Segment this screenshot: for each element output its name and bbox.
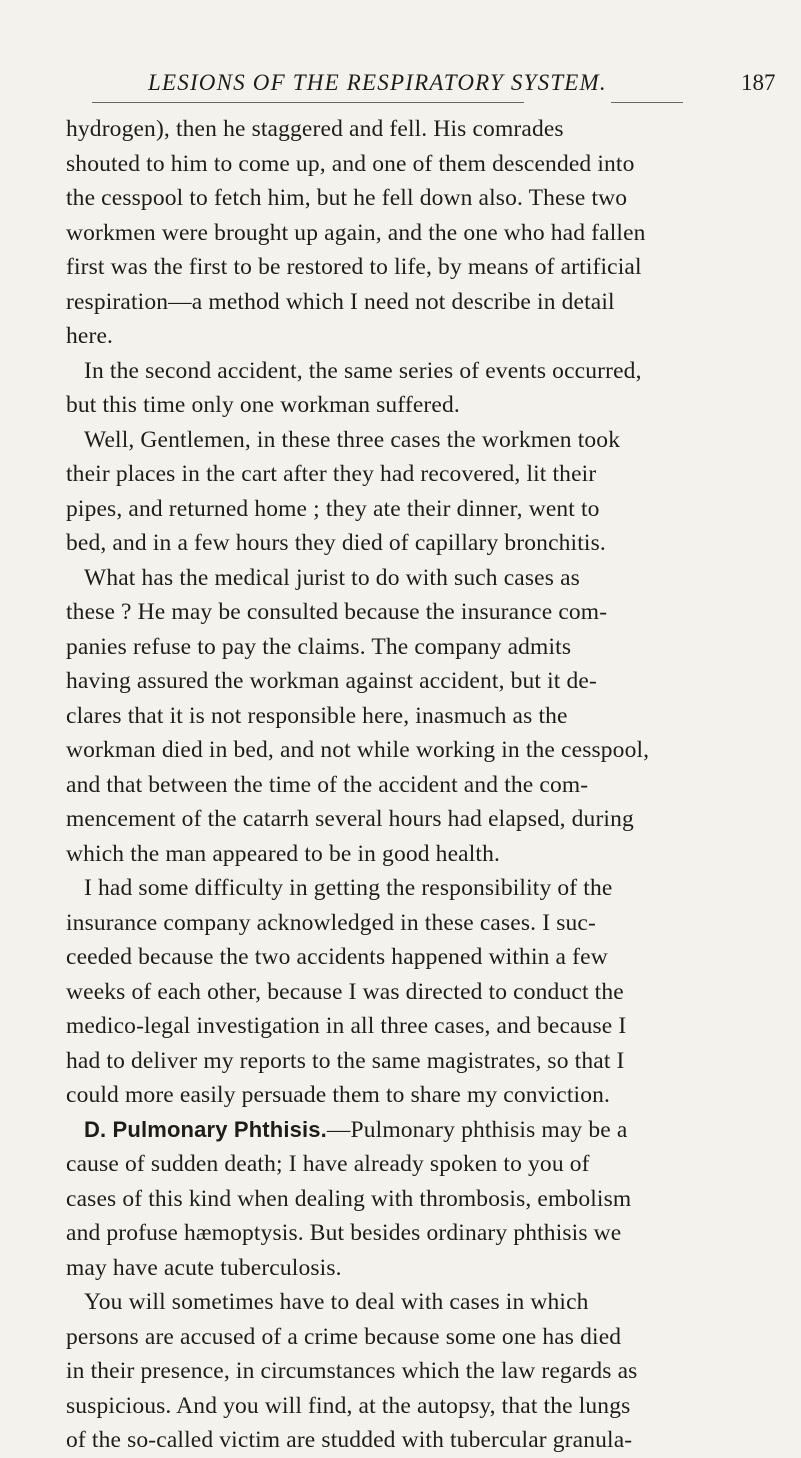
text-line: respiration—a method which I need not describe in detail: [66, 288, 615, 315]
text-line: medico-legal investigation in all three cases, and because I: [66, 1013, 627, 1039]
section-line: [66, 1113, 746, 1148]
text-line: and that between the time of the accident and the com-: [66, 771, 589, 798]
text-line: What has the medical jurist to do with such cases as: [84, 564, 580, 591]
text-line: I had some difficulty in getting the responsibility of the: [84, 875, 613, 901]
text-line: suspicious. And you will find, at the autopsy, that the lungs: [66, 1392, 631, 1419]
text-line: these ? He may be consulted because the insurance com-: [66, 599, 608, 625]
text-line: cause of sudden death; I have already spoken to you of: [66, 1151, 590, 1177]
text-line: here.: [66, 323, 114, 349]
running-head: [0, 70, 801, 104]
text-line: their places in the cart after they had recovered, lit their: [66, 461, 597, 487]
text-line: cases of this kind when dealing with thrombosis, embolism: [66, 1185, 632, 1212]
text-line: could more easily persuade them to share my conviction.: [66, 1082, 611, 1108]
text-line: Well, Gentlemen, in these three cases the workmen took: [84, 426, 621, 453]
page-number: 187: [741, 70, 776, 95]
section-heading: D. Pulmonary Phthisis.: [84, 1116, 327, 1142]
text-line: insurance company acknowledged in these cases. I suc-: [66, 909, 596, 936]
text-line: in their presence, in circumstances which the law regards as: [66, 1358, 638, 1384]
text-line: ceeded because the two accidents happened within a few: [66, 944, 608, 970]
text-line: but this time only one workman suffered.: [66, 392, 460, 418]
text-line: shouted to him to come up, and one of them descended into: [66, 150, 635, 177]
text-line: pipes, and returned home ; they ate their dinner, went to: [66, 495, 600, 522]
text-line: In the second accident, the same series of events occurred,: [84, 357, 642, 384]
header-rule: [92, 102, 524, 103]
text-line: You will sometimes have to deal with cases in which: [84, 1289, 589, 1315]
text-line: —Pulmonary phthisis may be a: [326, 1116, 628, 1143]
text-line: bed, and in a few hours they died of capillary bronchitis.: [66, 530, 606, 556]
text-line: clares that it is not responsible here, inasmuch as the: [66, 702, 568, 729]
text-line: workman died in bed, and not while working in the cesspool,: [66, 737, 650, 763]
text-line: panies refuse to pay the claims. The company admits: [66, 633, 572, 660]
text-line: which the man appeared to be in good health.: [66, 840, 501, 867]
text-line: first was the first to be restored to life, by means of artificial: [66, 254, 642, 280]
text-line: having assured the workman against accident, but it de-: [66, 668, 597, 694]
text-line: hydrogen), then he staggered and fell. His comrades: [66, 116, 564, 142]
text-line: of the so-called victim are studded with tubercular granula-: [66, 1427, 633, 1453]
text-line: weeks of each other, because I was directed to conduct the: [66, 978, 624, 1005]
text-line: workmen were brought up again, and the one who had fallen: [66, 219, 646, 246]
text-line: mencement of the catarrh several hours had elapsed, during: [66, 806, 634, 832]
text-line: the cesspool to fetch him, but he fell down also. These two: [66, 185, 628, 211]
text-line: persons are accused of a crime because some one has died: [66, 1323, 622, 1350]
body-text: [66, 112, 746, 1458]
text-line: may have acute tuberculosis.: [66, 1254, 342, 1281]
header-rule: [611, 102, 683, 103]
text-line: and profuse hæmoptysis. But besides ordinary phthisis we: [66, 1220, 622, 1246]
text-line: had to deliver my reports to the same magistrates, so that I: [66, 1047, 625, 1074]
running-title: LESIONS OF THE RESPIRATORY SYSTEM.: [148, 70, 607, 95]
